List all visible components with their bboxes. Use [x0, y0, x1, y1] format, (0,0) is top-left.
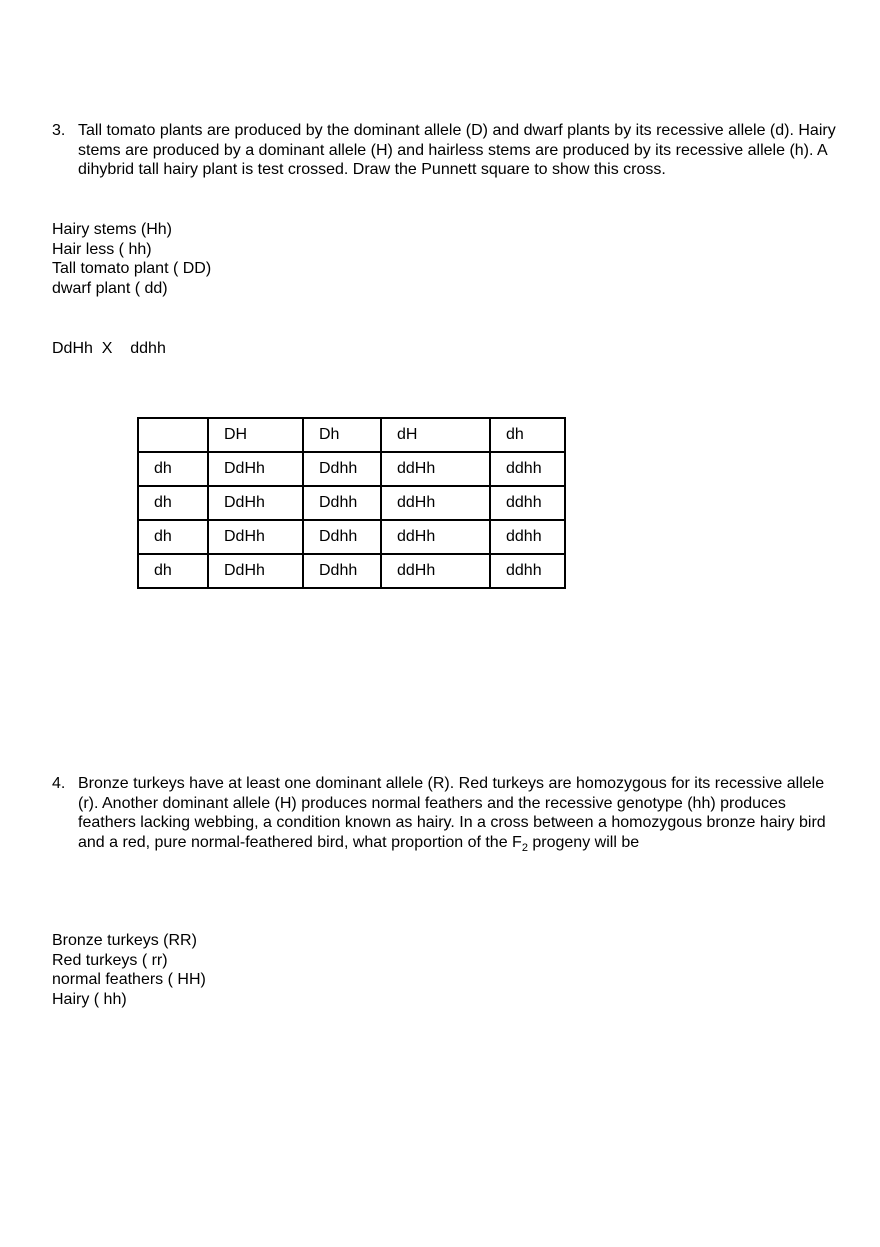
punnett-row [138, 554, 565, 588]
punnett-cell: Ddhh [303, 554, 381, 588]
punnett-header-cell: dh [490, 418, 565, 452]
punnett-row-label: dh [138, 452, 208, 486]
punnett-header-cell: dH [381, 418, 490, 452]
punnett-header-row [138, 418, 565, 452]
punnett-corner-cell [138, 418, 208, 452]
punnett-cell: DdHh [208, 452, 303, 486]
punnett-cell: DdHh [208, 520, 303, 554]
question-4-text-end: progeny will be [527, 833, 640, 851]
question-4-number: 4. [52, 775, 66, 792]
punnett-cell: DdHh [208, 554, 303, 588]
question-3-text: Tall tomato plants are produced by the dominant allele (D) and dwarf plants by its recessive allele (d). Hairy stems are produced by a dominant allele (H) and hairless stems are produced by its recessive allele (h). A dihybrid tall hairy plant is test crossed. Draw the Punnett square to show this cross. [78, 122, 836, 178]
question-4-text-main: Bronze turkeys have at least one dominant allele (R). Red turkeys are homozygous for its recessive allele (r). Another dominant allele (H) produces normal feathers and the recessive genotype (hh) produces feathers lacking webbing, a condition known as hairy. In a cross between a homozygous bronze hairy bird and a red, pure normal-feathered bird, what proportion of the F [78, 775, 826, 851]
cross-notation: DdHh X ddhh [52, 340, 166, 357]
punnett-cell: ddhh [490, 520, 565, 554]
question-3-key [52, 220, 211, 298]
key-line: Hair less ( hh) [52, 240, 152, 258]
key-line: dwarf plant ( dd) [52, 279, 168, 297]
punnett-cell: ddHh [381, 452, 490, 486]
punnett-header-cell: Dh [303, 418, 381, 452]
punnett-cell: Ddhh [303, 520, 381, 554]
punnett-row [138, 520, 565, 554]
question-4 [52, 774, 842, 852]
key-line: Hairy stems (Hh) [52, 221, 173, 238]
key-line: Hairy ( hh) [52, 990, 127, 1008]
punnett-cell: ddHh [381, 520, 490, 554]
f2-subscript: 2 [521, 841, 528, 854]
punnett-row-label: dh [138, 554, 208, 588]
punnett-row [138, 452, 565, 486]
punnett-cell: Ddhh [303, 452, 381, 486]
punnett-cell: Ddhh [303, 486, 381, 520]
key-line: Bronze turkeys (RR) [52, 932, 197, 949]
punnett-square [137, 417, 566, 589]
punnett-header-cell: DH [208, 418, 303, 452]
punnett-cell: ddhh [490, 554, 565, 588]
punnett-row [138, 486, 565, 520]
punnett-row-label: dh [138, 520, 208, 554]
question-3 [52, 121, 842, 180]
question-4-key [52, 931, 206, 1009]
punnett-cell: ddHh [381, 486, 490, 520]
punnett-row-label: dh [138, 486, 208, 520]
punnett-cell: DdHh [208, 486, 303, 520]
question-3-number: 3. [52, 122, 66, 139]
key-line: Red turkeys ( rr) [52, 951, 168, 969]
question-4-text [78, 774, 842, 852]
punnett-cell: ddHh [381, 554, 490, 588]
key-line: normal feathers ( HH) [52, 971, 206, 988]
key-line: Tall tomato plant ( DD) [52, 260, 212, 277]
punnett-cell: ddhh [490, 452, 565, 486]
punnett-cell: ddhh [490, 486, 565, 520]
